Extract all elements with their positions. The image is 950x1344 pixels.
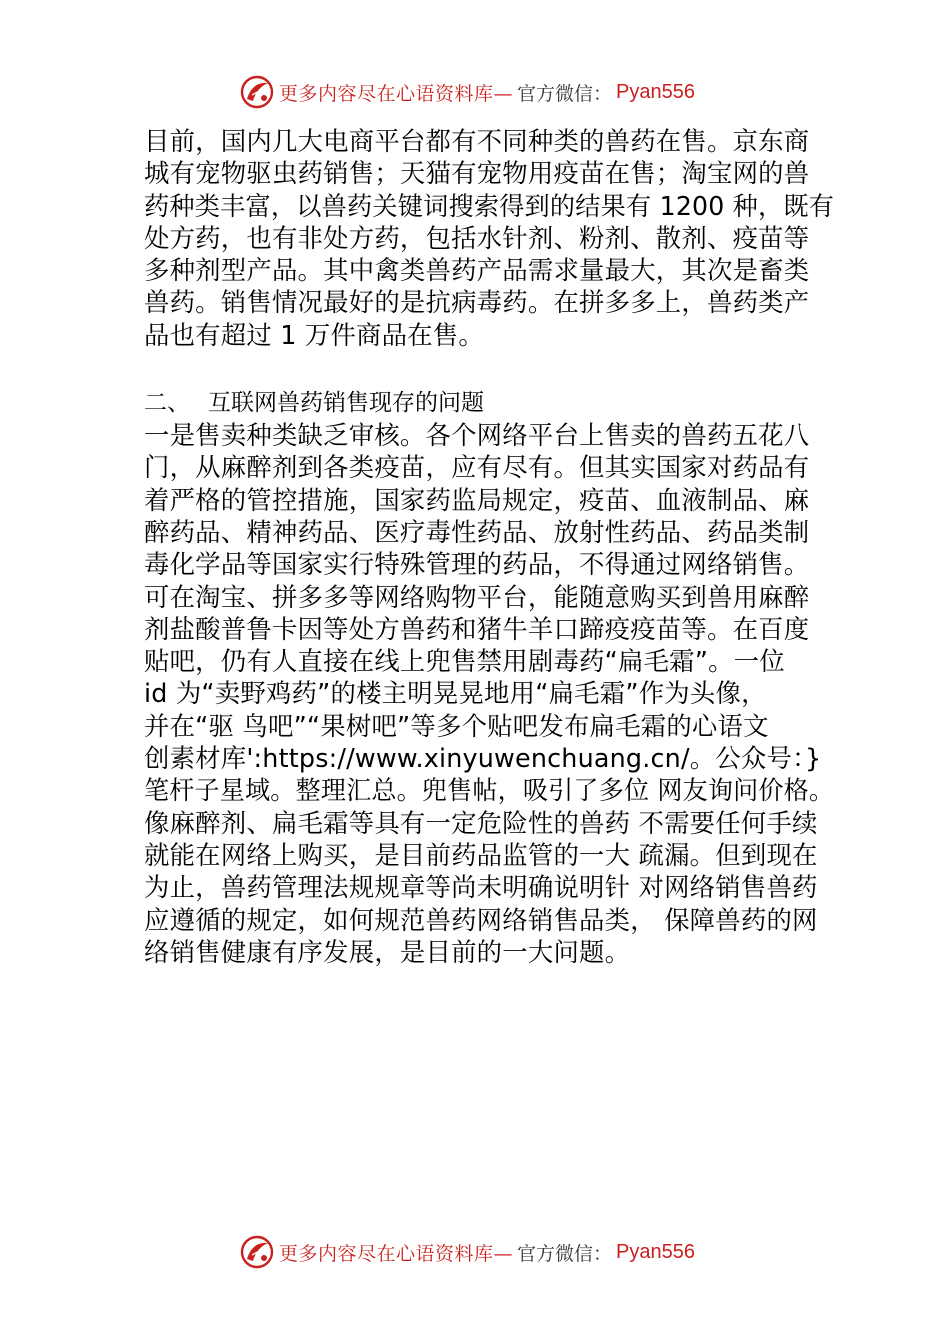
watermark-wechat-id: Pyan556 <box>616 1240 695 1263</box>
text-line: 着严格的管控措施，国家药监局规定，疫苗、血液制品、麻 <box>144 484 810 515</box>
text-line: 一是售卖种类缺乏审核。各个网络平台上售卖的兽药五花八 <box>144 420 810 451</box>
text-line: id 为“卖野鸡药”的楼主明晃晃地用“扁毛霜”作为头像， <box>144 678 767 709</box>
text-line: 笔杆子星域。整理汇总。兜售帖，吸引了多位 网友询问价格。 <box>144 775 835 806</box>
watermark-wechat-id: Pyan556 <box>616 80 695 103</box>
text-line: 毒化学品等国家实行特殊管理的药品，不得通过网络销售。 <box>144 549 810 580</box>
text-line: 处方药，也有非处方药，包括水针剂、粉剂、散剂、疫苗等 <box>144 222 810 253</box>
text-line: 门，从麻醉剂到各类疫苗，应有尽有。但其实国家对药品有 <box>144 452 810 483</box>
text-line: 可在淘宝、拼多多等网络购物平台，能随意购买到兽用麻醉 <box>144 581 810 612</box>
text-line: 应遵循的规定，如何规范兽药网络销售品类， 保障兽药的网 <box>144 904 818 935</box>
paragraph-ecommerce-overview <box>144 125 834 351</box>
watermark-text: 更多内容尽在心语资料库— <box>279 82 514 105</box>
text-line: 目前，国内几大电商平台都有不同种类的兽药在售。京东商 <box>144 126 810 156</box>
text-line: 络销售健康有序发展，是目前的一大问题。 <box>144 936 631 967</box>
text-line: 创素材库':https://www.xinyuwenchuang.cn/。公众号：} <box>144 743 822 774</box>
paragraph-gap <box>144 351 834 387</box>
text-line: 城有宠物驱虫药销售；天猫有宠物用疫苗在售；淘宝网的兽 <box>144 158 810 189</box>
text-line: 剂盐酸普鲁卡因等处方兽药和猪牛羊口蹄疫疫苗等。在百度 <box>144 613 810 644</box>
watermark-wechat-label: 官方微信： <box>517 1242 613 1265</box>
section-number: 二、 <box>144 390 190 417</box>
text-line: 像麻醉剂、扁毛霜等具有一定危险性的兽药 不需要任何手续 <box>144 807 818 838</box>
text-line: 醉药品、精神药品、医疗毒性药品、放射性药品、药品类制 <box>144 516 810 547</box>
text-line: 贴吧，仍有人直接在线上兜售禁用剧毒药“扁毛霜”。一位 <box>144 646 785 677</box>
section-heading <box>144 387 834 419</box>
section-title: 互联网兽药销售现存的问题 <box>208 390 484 417</box>
text-line: 为止，兽药管理法规规章等尚未明确说明针 对网络销售兽药 <box>144 872 818 903</box>
text-line: 多种剂型产品。其中禽类兽药产品需求量最大，其次是畜类 <box>144 255 810 286</box>
paragraph-problems <box>144 419 834 968</box>
footer-watermark <box>239 1232 695 1272</box>
text-line: 药种类丰富，以兽药关键词搜索得到的结果有 1200 种，既有 <box>144 190 835 221</box>
watermark-wechat-label: 官方微信： <box>517 82 613 105</box>
text-line: 兽药。销售情况最好的是抗病毒药。在拼多多上，兽药类产 <box>144 287 810 318</box>
text-line: 品也有超过 1 万件商品在售。 <box>144 319 484 350</box>
document-body <box>144 125 834 968</box>
watermark-text: 更多内容尽在心语资料库— <box>279 1242 514 1265</box>
red-seal-logo-icon <box>239 74 275 110</box>
header-watermark <box>239 72 695 112</box>
text-line: 就能在网络上购买，是目前药品监管的一大 疏漏。但到现在 <box>144 839 818 870</box>
text-line: 并在“驱 鸟吧”“果树吧”等多个贴吧发布扁毛霜的心语文 <box>144 710 769 741</box>
red-seal-logo-icon <box>239 1234 275 1270</box>
